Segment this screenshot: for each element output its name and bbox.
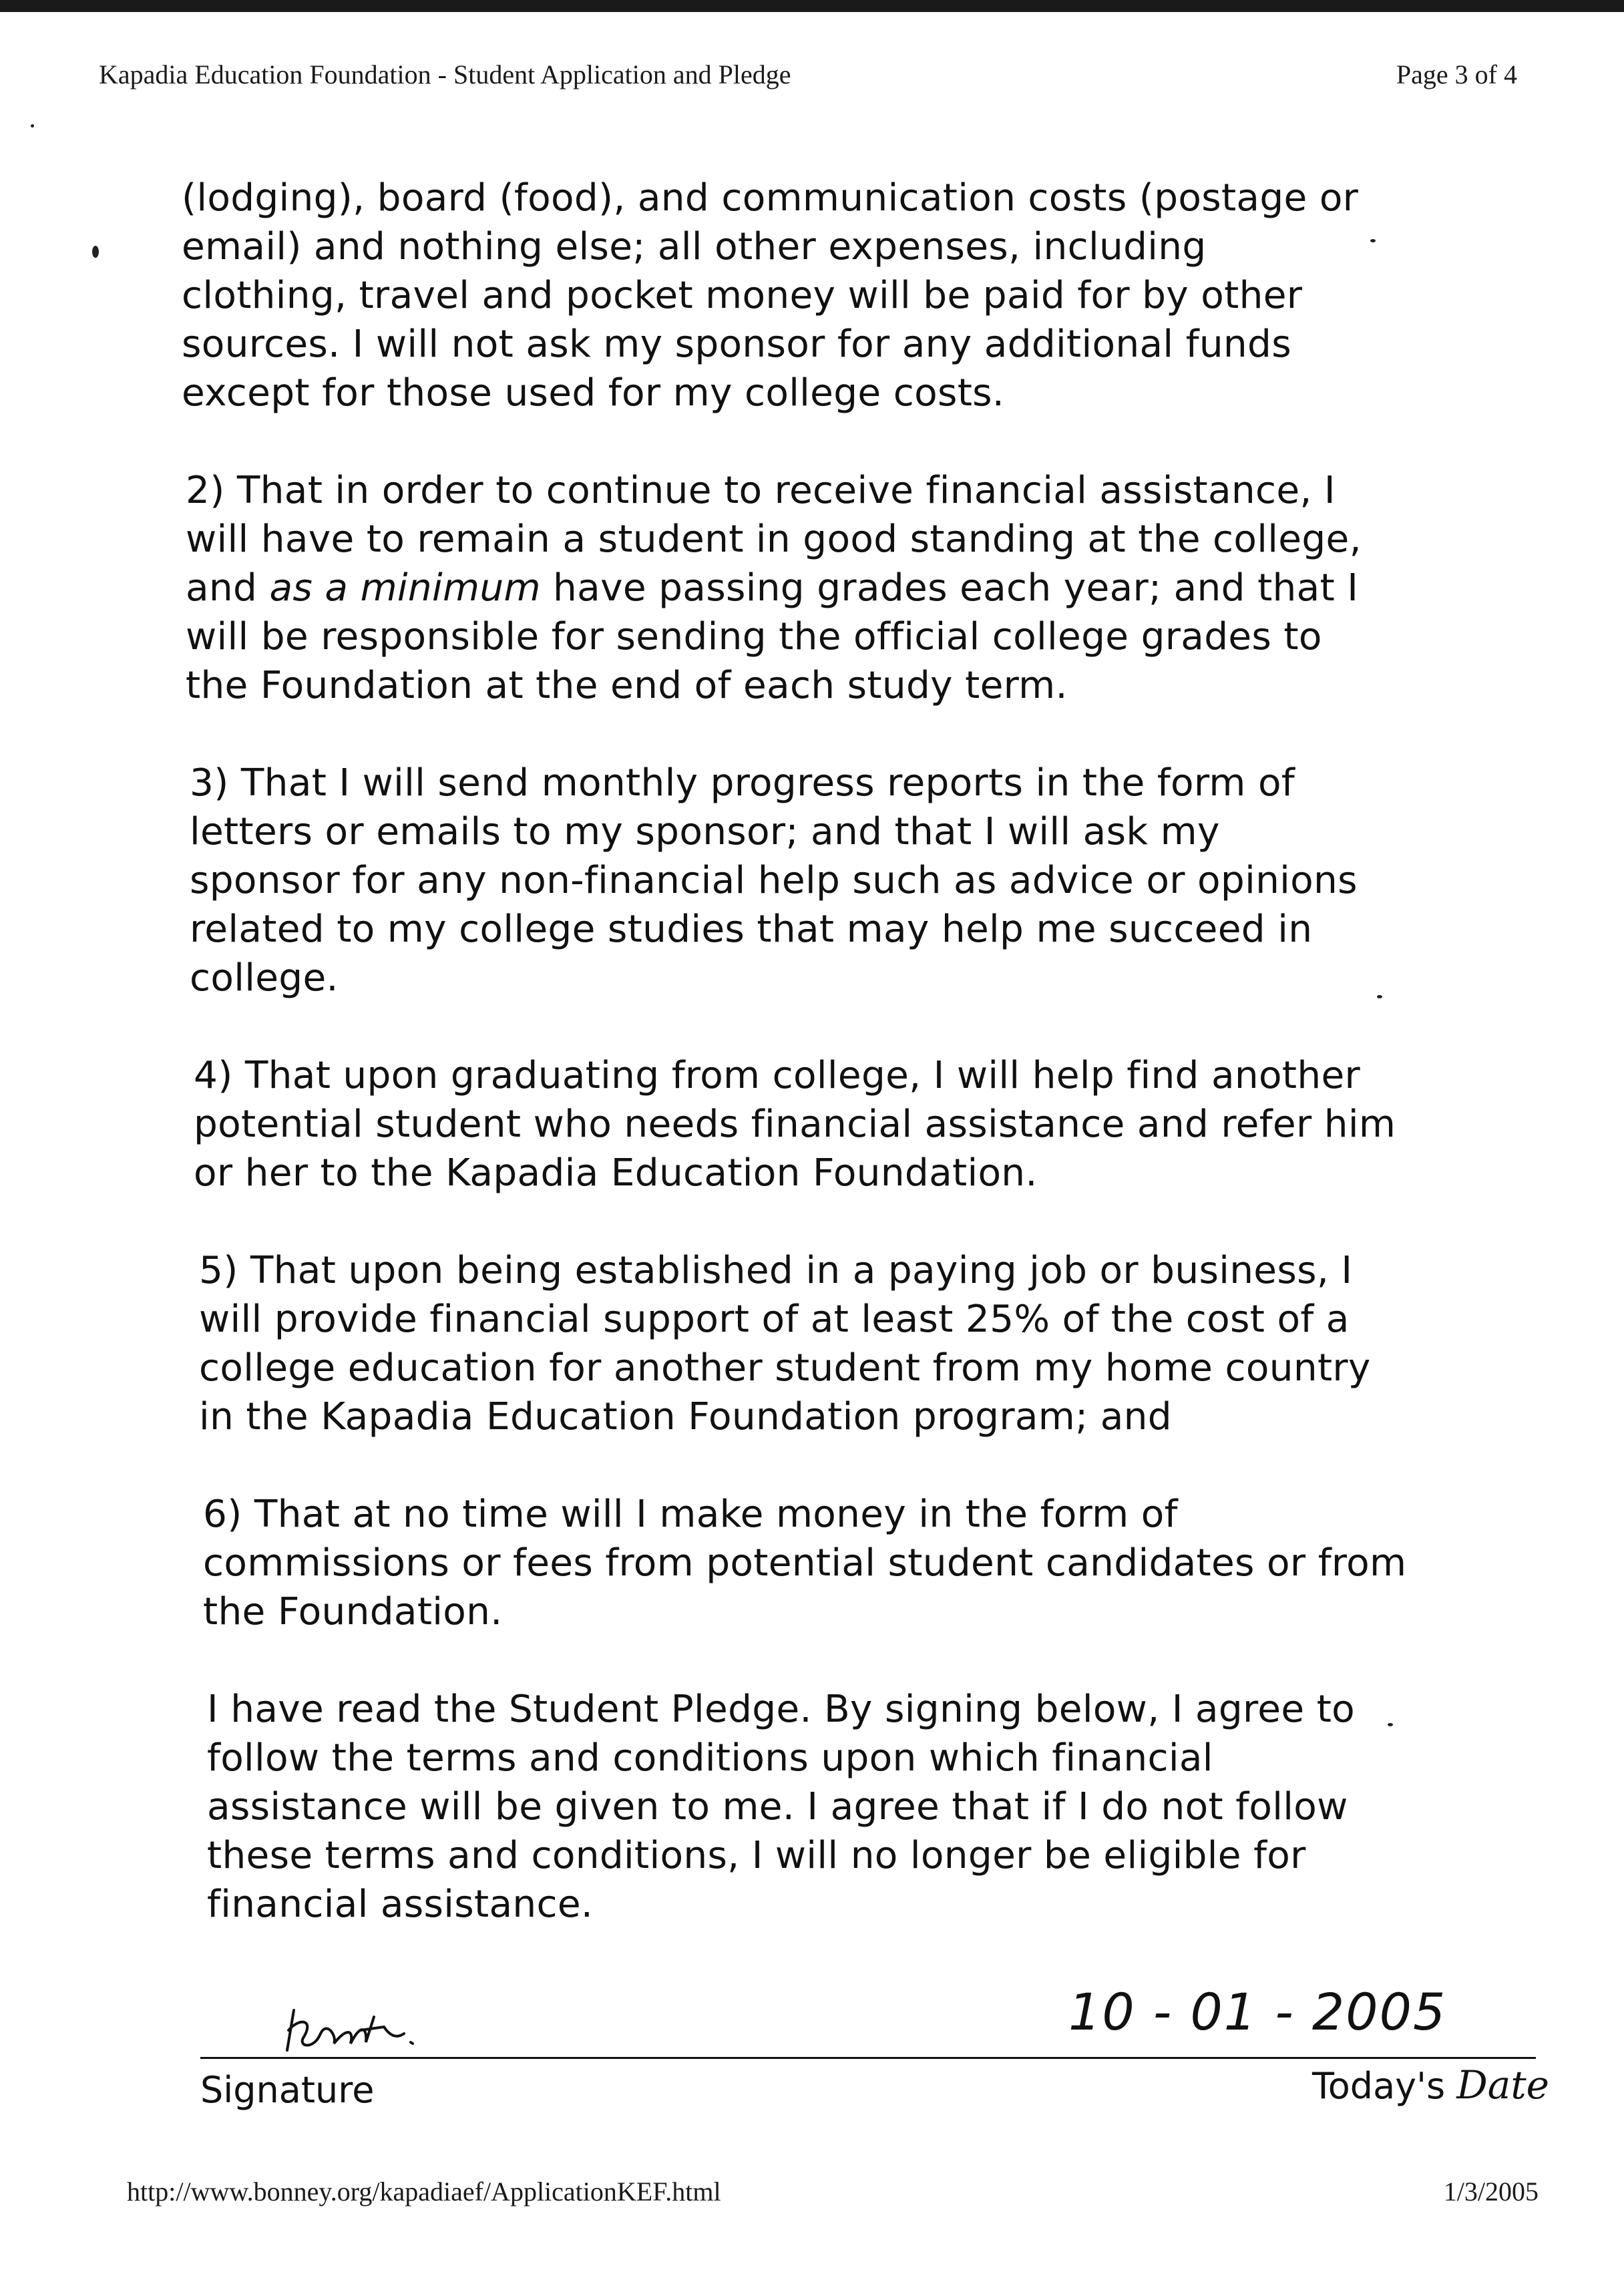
date-label xyxy=(1312,2062,1549,2108)
pledge-paragraph xyxy=(194,1051,1470,1197)
paragraph-line: financial assistance. xyxy=(207,1883,594,1926)
pledge-paragraph xyxy=(186,466,1470,710)
paragraph-line: college. xyxy=(190,956,339,1000)
paragraph-line: and as a minimum have passing grades each year; and that I xyxy=(186,566,1359,610)
pledge-paragraph xyxy=(199,1246,1470,1441)
paragraph-line: will be responsible for sending the official college grades to xyxy=(186,615,1322,658)
paragraph-line: follow the terms and conditions upon which financial xyxy=(207,1736,1213,1780)
paragraph-line: the Foundation at the end of each study term. xyxy=(186,664,1068,707)
paragraph-line: 2) That in order to continue to receive financial assistance, I xyxy=(186,469,1336,512)
scan-speck xyxy=(1377,995,1382,998)
paragraph-line: (lodging), board (food), and communication costs (postage or xyxy=(182,176,1359,220)
pledge-paragraph xyxy=(203,1490,1470,1636)
paragraph-line: will provide financial support of at least 25% of the cost of a xyxy=(199,1298,1350,1341)
paragraph-line: 6) That at no time will I make money in the form of xyxy=(203,1493,1178,1536)
scan-speck xyxy=(1370,239,1376,242)
paragraph-line: potential student who needs financial assistance and refer him xyxy=(194,1103,1396,1146)
paragraph-line: sources. I will not ask my sponsor for any additional funds xyxy=(182,323,1291,366)
paragraph-line: 4) That upon graduating from college, I will help find another xyxy=(194,1054,1361,1097)
paragraph-line: email) and nothing else; all other expenses, including xyxy=(182,225,1207,268)
pledge-paragraph xyxy=(182,174,1470,417)
paragraph-line: commissions or fees from potential student candidates or from xyxy=(203,1541,1407,1585)
date-label-handwritten: Date xyxy=(1456,2062,1549,2108)
scan-speck xyxy=(92,246,99,258)
page-number: Page 3 of 4 xyxy=(1396,59,1517,89)
paragraph-line: in the Kapadia Education Foundation program; and xyxy=(199,1395,1172,1439)
paragraph-line: assistance will be given to me. I agree that if I do not follow xyxy=(207,1785,1348,1829)
print-date: 1/3/2005 xyxy=(1443,2176,1539,2207)
paragraph-line: 5) That upon being established in a paying job or business, I xyxy=(199,1249,1353,1292)
scan-edge xyxy=(0,0,1624,12)
pledge-paragraph xyxy=(190,759,1470,1002)
emphasis-text: as a minimum xyxy=(269,566,541,610)
handwritten-date xyxy=(1068,1982,1447,2056)
pledge-body xyxy=(182,174,1470,1977)
signature-block xyxy=(200,1982,1549,2124)
scan-speck xyxy=(1388,1723,1393,1726)
paragraph-line: I have read the Student Pledge. By signing below, I agree to xyxy=(207,1688,1356,1731)
scan-speck xyxy=(31,124,34,128)
paragraph-line: college education for another student from my home country xyxy=(199,1346,1371,1390)
document-title: Kapadia Education Foundation - Student Application and Pledge xyxy=(99,59,791,89)
paragraph-line: will have to remain a student in good standing at the college, xyxy=(186,518,1362,561)
date-label-text: Today's xyxy=(1311,2065,1446,2107)
paragraph-line: these terms and conditions, I will no longer be eligible for xyxy=(207,1834,1306,1877)
paragraph-line: except for those used for my college costs. xyxy=(182,371,1005,415)
paragraph-line: related to my college studies that may help me succeed in xyxy=(190,908,1313,951)
paragraph-line: the Foundation. xyxy=(203,1590,503,1634)
source-url: http://www.bonney.org/kapadiaef/ApplicationKEF.html xyxy=(127,2176,721,2207)
paragraph-line: letters or emails to my sponsor; and that I will ask my xyxy=(190,810,1220,853)
paragraph-line: clothing, travel and pocket money will be paid for by other xyxy=(182,274,1303,317)
paragraph-line: sponsor for any non-financial help such as advice or opinions xyxy=(190,859,1358,902)
signature-label: Signature xyxy=(200,2069,375,2111)
signature-scrawl xyxy=(274,1997,447,2064)
paragraph-line: or her to the Kapadia Education Foundation. xyxy=(194,1151,1038,1195)
date-value: 10 - 01 - 2005 xyxy=(1068,1982,1447,2042)
pledge-paragraph xyxy=(207,1685,1470,1929)
paragraph-line: 3) That I will send monthly progress reports in the form of xyxy=(190,761,1295,805)
signature-line xyxy=(200,2057,1536,2059)
